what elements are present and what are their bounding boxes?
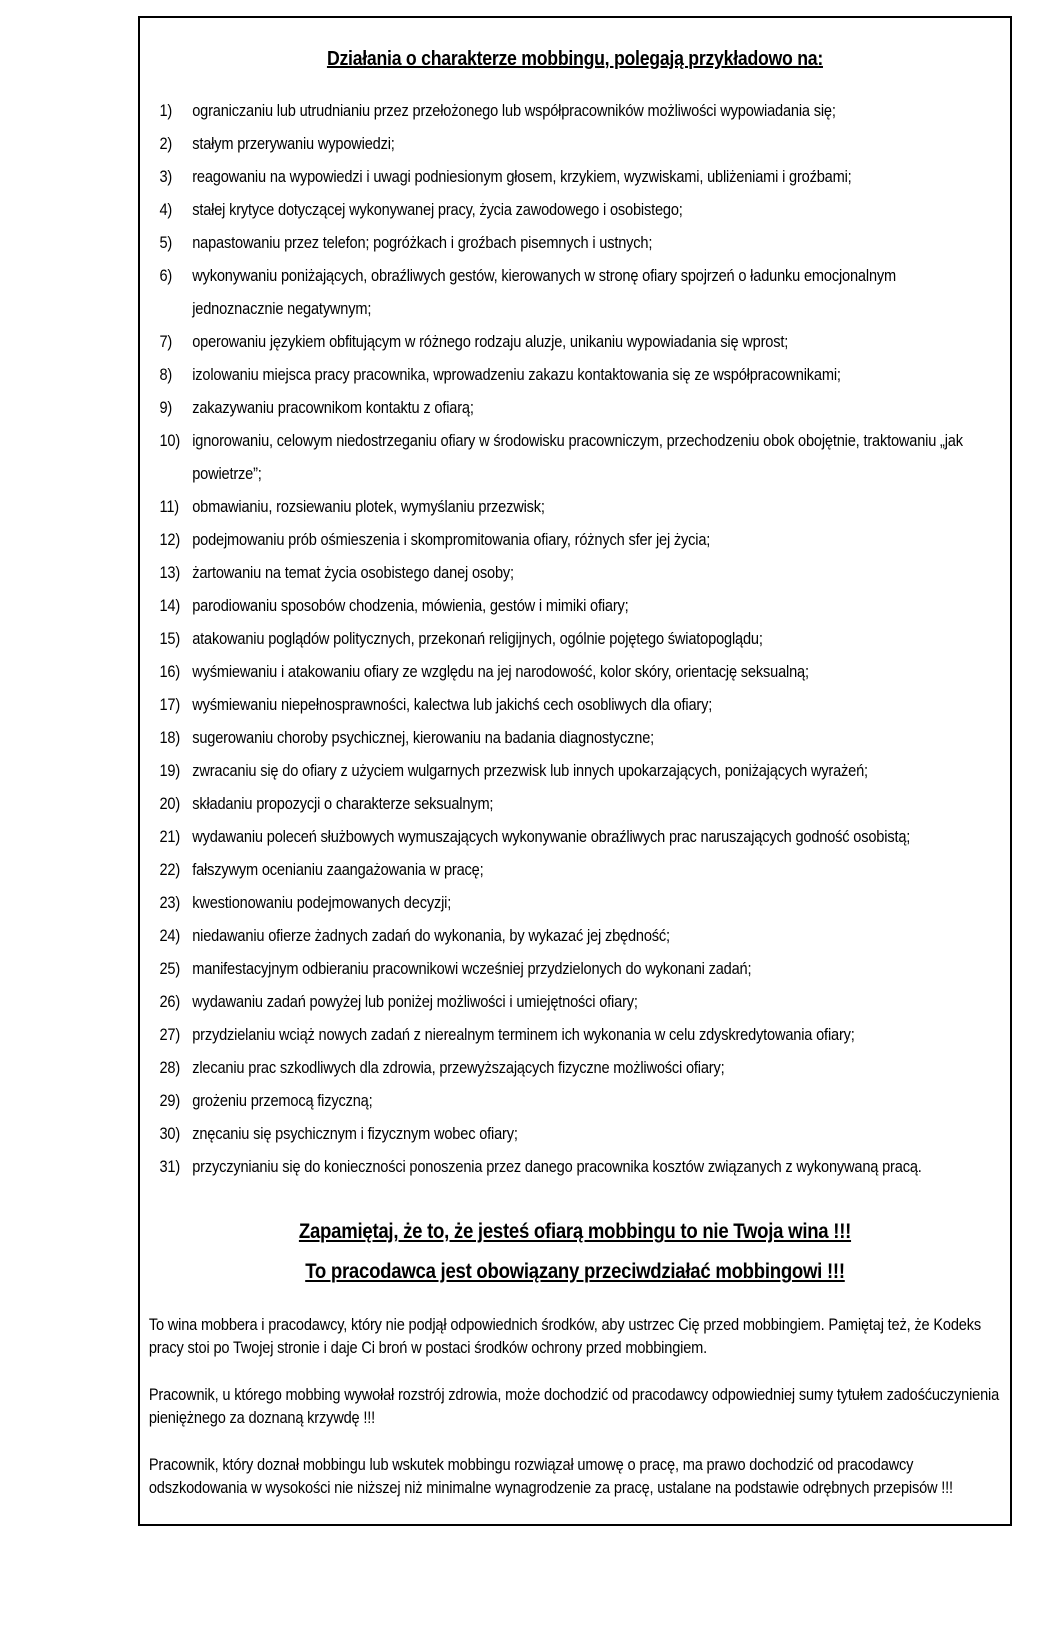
mobbing-actions-list: [140, 95, 1010, 1184]
list-item: [159, 755, 986, 788]
list-item-text: reagowaniu na wypowiedzi i uwagi podniesionym głosem, krzykiem, wyzwiskami, ubliżeniami i groźbami;: [192, 168, 852, 186]
list-item-text: żartowaniu na temat życia osobistego danej osoby;: [192, 564, 514, 582]
list-item-text: izolowaniu miejsca pracy pracownika, wprowadzeniu zakazu kontaktowania się ze współpracownikami;: [192, 366, 841, 384]
list-item-text: kwestionowaniu podejmowanych decyzji;: [192, 894, 452, 912]
page-title-text: Działania o charakterze mobbingu, polegają przykładowo na:: [326, 48, 823, 70]
list-item: [159, 986, 986, 1019]
list-item: [159, 260, 986, 326]
list-item-number: 22): [159, 861, 181, 879]
list-item-text: operowaniu językiem obfitującym w różnego rodzaju aluzje, unikaniu wypowiadania się wprost;: [192, 333, 789, 351]
paragraph-termination-compensation: Pracownik, który doznał mobbingu lub wskutek mobbingu rozwiązał umowę o pracę, ma prawo dochodzić od pracodawcy odszkodowania w wysokości nie niższej niż minimalne wynagrodzenie za pracę, ustalane na podstawie odrębnych przepisów !!!: [148, 1456, 953, 1497]
list-item: [159, 854, 986, 887]
list-item-number: 23): [159, 894, 181, 912]
list-item-number: 18): [159, 729, 181, 747]
list-item: [159, 1118, 986, 1151]
list-item-number: 19): [159, 762, 181, 780]
list-item-text: wyśmiewaniu niepełnosprawności, kalectwa lub jakichś cech osobliwych dla ofiary;: [192, 696, 713, 714]
list-item-text: przydzielaniu wciąż nowych zadań z nierealnym terminem ich wykonania w celu zdyskredytowania ofiary;: [192, 1026, 855, 1044]
list-item-number: 7): [159, 333, 173, 351]
list-item-number: 25): [159, 960, 181, 978]
list-item-text: ignorowaniu, celowym niedostrzeganiu ofiary w środowisku pracowniczym, przechodzeniu obok obojętnie, traktowaniu „jak powietrze”;: [192, 432, 963, 483]
list-item-number: 28): [159, 1059, 181, 1077]
paragraph-health-compensation: Pracownik, u którego mobbing wywołał rozstrój zdrowia, może dochodzić od pracodawcy odpowiedniej sumy tytułem zadośćuczynienia pieniężnego za doznaną krzywdę !!!: [148, 1386, 1000, 1427]
list-item-text: parodiowaniu sposobów chodzenia, mówienia, gestów i mimiki ofiary;: [192, 597, 629, 615]
list-item-text: niedawaniu ofierze żadnych zadań do wykonania, by wykazać jej zbędność;: [192, 927, 670, 945]
list-item-number: 17): [159, 696, 181, 714]
list-item-number: 13): [159, 564, 181, 582]
list-item-number: 16): [159, 663, 181, 681]
list-item-number: 11): [159, 498, 179, 516]
list-item-number: 14): [159, 597, 181, 615]
list-item-text: napastowaniu przez telefon; pogróżkach i groźbach pisemnych i ustnych;: [192, 234, 653, 252]
list-item: [159, 392, 986, 425]
list-item-text: grożeniu przemocą fizyczną;: [192, 1092, 373, 1110]
list-item-text: atakowaniu poglądów politycznych, przekonań religijnych, ogólnie pojętego światopoglądu;: [192, 630, 763, 648]
emphasis-victim-note: [140, 1220, 1010, 1244]
list-item-text: stałym przerywaniu wypowiedzi;: [192, 135, 395, 153]
list-item: [159, 557, 986, 590]
list-item-number: 15): [159, 630, 181, 648]
list-item-number: 6): [159, 267, 173, 285]
list-item: [159, 194, 986, 227]
list-item-text: wykonywaniu poniżających, obraźliwych gestów, kierowanych w stronę ofiary spojrzeń o ładunku emocjonalnym jednoznacznie negatywnym;: [192, 267, 897, 318]
list-item: [159, 227, 986, 260]
list-item-number: 8): [159, 366, 173, 384]
list-item-text: wydawaniu poleceń służbowych wymuszających wykonywanie obraźliwych prac naruszających godność osobistą;: [192, 828, 911, 846]
list-item-number: 30): [159, 1125, 181, 1143]
list-item-text: składaniu propozycji o charakterze seksualnym;: [192, 795, 494, 813]
list-item-number: 9): [159, 399, 173, 417]
list-item-number: 1): [159, 102, 173, 120]
list-item-text: zlecaniu prac szkodliwych dla zdrowia, przewyższających fizyczne możliwości ofiary;: [192, 1059, 725, 1077]
list-item: [159, 491, 986, 524]
list-item: [159, 623, 986, 656]
list-item-text: obmawianiu, rozsiewaniu plotek, wymyślaniu przezwisk;: [192, 498, 545, 516]
list-item: [159, 425, 986, 491]
emphasis-employer-note: [140, 1260, 1010, 1284]
page-content: [140, 48, 1010, 1500]
page-border-frame: [138, 16, 1012, 1526]
list-item: [159, 722, 986, 755]
list-item-number: 26): [159, 993, 181, 1011]
list-item: [159, 326, 986, 359]
paragraph-employer-fault: To wina mobbera i pracodawcy, który nie podjął odpowiednich środków, aby ustrzec Cię przed mobbingiem. Pamiętaj też, że Kodeks pracy stoi po Twojej stronie i daje Ci broń w postaci środków ochrony przed mobbingiem.: [148, 1316, 981, 1357]
list-item-text: wydawaniu zadań powyżej lub poniżej możliwości i umiejętności ofiary;: [192, 993, 638, 1011]
list-item-text: stałej krytyce dotyczącej wykonywanej pracy, życia zawodowego i osobistego;: [192, 201, 683, 219]
list-item: [159, 1085, 986, 1118]
list-item-text: fałszywym ocenianiu zaangażowania w pracę;: [192, 861, 484, 879]
list-item-text: podejmowaniu prób ośmieszenia i skompromitowania ofiary, różnych sfer jej życia;: [192, 531, 711, 549]
list-item: [159, 920, 986, 953]
list-item-text: przyczynianiu się do konieczności ponoszenia przez danego pracownika kosztów związanych z wykonywaną pracą.: [192, 1158, 922, 1176]
list-item-number: 5): [159, 234, 173, 252]
list-item: [159, 524, 986, 557]
list-item-number: 21): [159, 828, 181, 846]
list-item-text: wyśmiewaniu i atakowaniu ofiary ze względu na jej narodowość, kolor skóry, orientację seksualną;: [192, 663, 809, 681]
list-item-number: 2): [159, 135, 173, 153]
list-item-number: 10): [159, 432, 181, 450]
list-item-number: 20): [159, 795, 181, 813]
list-item-text: ograniczaniu lub utrudnianiu przez przełożonego lub współpracowników możliwości wypowiadania się;: [192, 102, 836, 120]
emphasis-employer-text: To pracodawca jest obowiązany przeciwdziałać mobbingowi !!!: [305, 1260, 845, 1283]
list-item: [159, 128, 986, 161]
list-item-number: 4): [159, 201, 173, 219]
emphasis-victim-text: Zapamiętaj, że to, że jesteś ofiarą mobbingu to nie Twoja wina !!!: [298, 1220, 852, 1243]
page-title: [140, 48, 1010, 71]
list-item-number: 27): [159, 1026, 181, 1044]
list-item: [159, 821, 986, 854]
list-item: [159, 887, 986, 920]
list-item: [159, 689, 986, 722]
list-item-number: 31): [159, 1158, 181, 1176]
list-item-number: 24): [159, 927, 181, 945]
list-item: [159, 656, 986, 689]
list-item: [159, 1151, 986, 1184]
list-item: [159, 359, 986, 392]
list-item-text: zakazywaniu pracownikom kontaktu z ofiarą;: [192, 399, 474, 417]
list-item: [159, 95, 986, 128]
list-item: [159, 953, 986, 986]
list-item-number: 12): [159, 531, 181, 549]
list-item-text: sugerowaniu choroby psychicznej, kierowaniu na badania diagnostyczne;: [192, 729, 655, 747]
list-item: [159, 1019, 986, 1052]
list-item-number: 29): [159, 1092, 181, 1110]
list-item: [159, 788, 986, 821]
list-item-number: 3): [159, 168, 173, 186]
list-item-text: zwracaniu się do ofiary z użyciem wulgarnych przezwisk lub innych upokarzających, poniżających wyrażeń;: [192, 762, 868, 780]
list-item-text: manifestacyjnym odbieraniu pracownikowi wcześniej przydzielonych do wykonani zadań;: [192, 960, 752, 978]
list-item: [159, 1052, 986, 1085]
list-item-text: znęcaniu się psychicznym i fizycznym wobec ofiary;: [192, 1125, 518, 1143]
list-item: [159, 590, 986, 623]
list-item: [159, 161, 986, 194]
